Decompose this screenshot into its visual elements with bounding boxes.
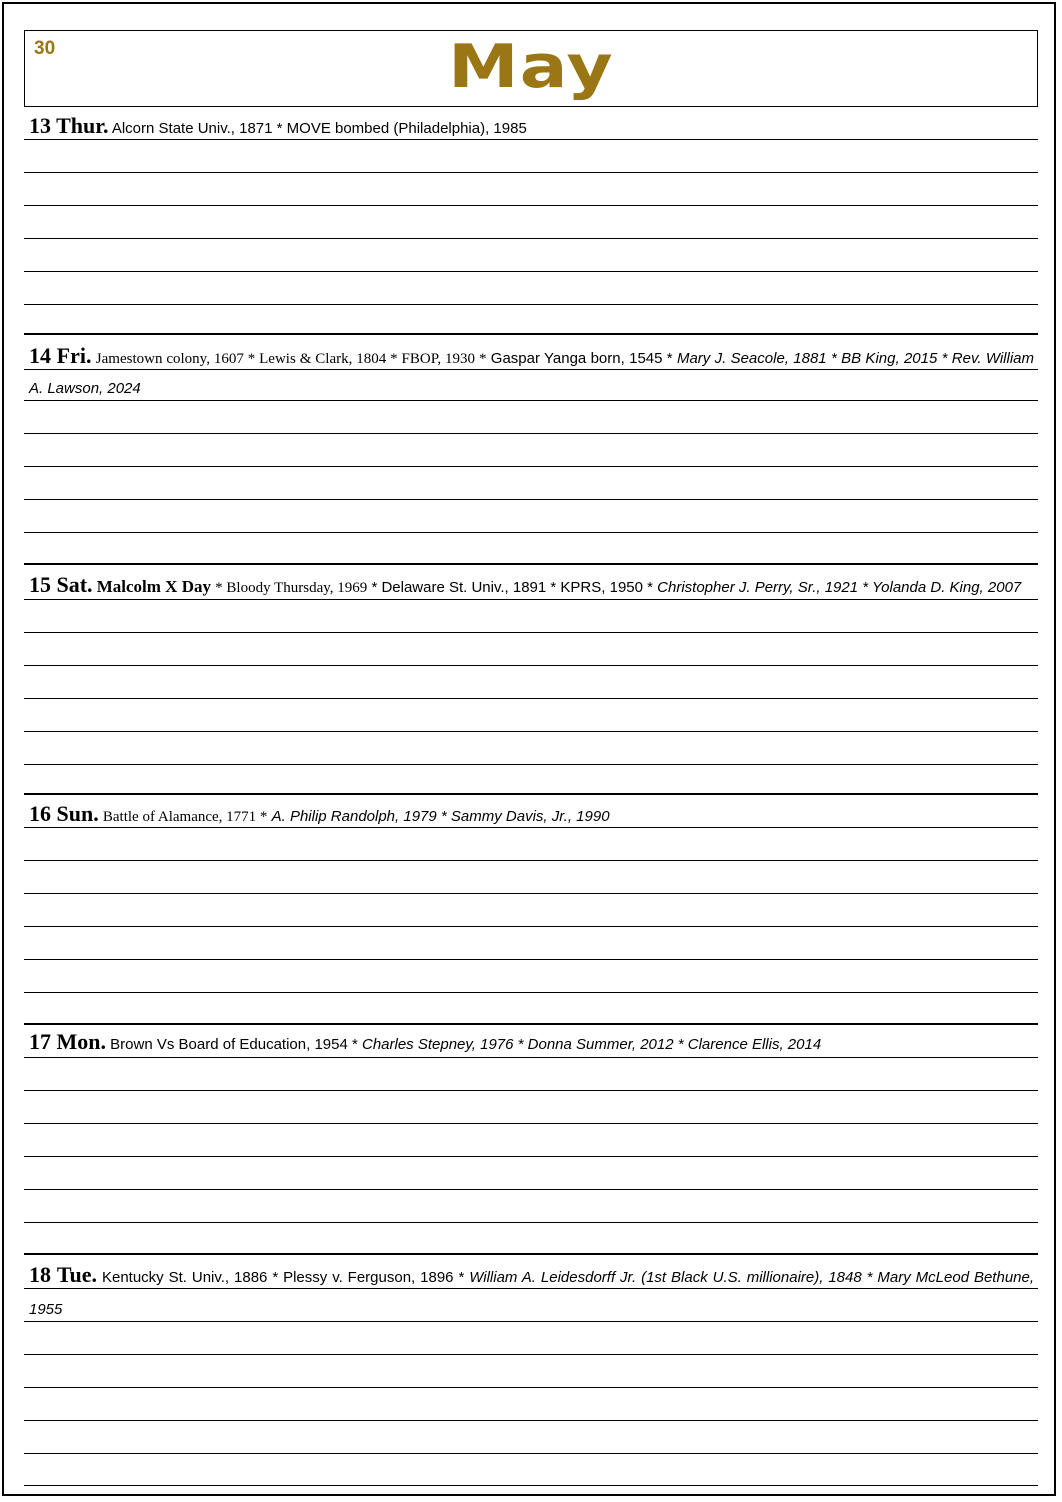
day-section-14 (24, 333, 1038, 565)
month-title: May (448, 32, 614, 102)
writing-line (24, 860, 1038, 861)
writing-line (24, 466, 1038, 467)
writing-line (24, 599, 1038, 600)
writing-line (24, 1057, 1038, 1058)
writing-line (24, 205, 1038, 206)
writing-line (24, 665, 1038, 666)
day-events: * Delaware St. Univ., 1891 * KPRS, 1950 * (371, 579, 653, 596)
day-events: Mary J. Seacole, 1881 * BB King, 2015 * Rev. William A. Lawson, 2024 (29, 350, 1035, 397)
day-events: William A. Leidesdorff Jr. (1st Black U.S. millionaire), 1848 * Mary McLeod Bethune, 1955 (29, 1269, 1035, 1318)
writing-line (24, 632, 1038, 633)
day-label: 18 Tue. (29, 1262, 98, 1287)
writing-line (24, 433, 1038, 434)
writing-line (24, 959, 1038, 960)
writing-line (24, 827, 1038, 828)
writing-line (24, 1321, 1038, 1322)
writing-line (24, 1123, 1038, 1124)
writing-line (24, 400, 1038, 401)
writing-line (24, 139, 1038, 140)
writing-line (24, 172, 1038, 173)
writing-line (24, 1485, 1038, 1486)
day-label: 14 Fri. (29, 343, 92, 368)
writing-line (24, 499, 1038, 500)
page-number: 30 (34, 38, 56, 59)
day-events: Kentucky St. Univ., 1886 * Plessy v. Ferguson, 1896 * (101, 1269, 465, 1286)
writing-line (24, 731, 1038, 732)
writing-line (24, 532, 1038, 533)
writing-line (24, 698, 1038, 699)
writing-line (24, 1288, 1038, 1289)
writing-line (24, 1453, 1038, 1454)
day-events: Brown Vs Board of Education, 1954 * (110, 1036, 358, 1053)
day-events: Charles Stepney, 1976 * Donna Summer, 2012 * Clarence Ellis, 2014 (362, 1036, 822, 1053)
writing-line (24, 764, 1038, 765)
day-events: A. Philip Randolph, 1979 * Sammy Davis, Jr., 1990 (271, 808, 610, 825)
writing-line (24, 926, 1038, 927)
planner-page (2, 2, 1056, 1496)
writing-line (24, 238, 1038, 239)
writing-line (24, 992, 1038, 993)
writing-line (24, 369, 1038, 370)
writing-line (24, 271, 1038, 272)
day-events: Jamestown colony, 1607 * Lewis & Clark, 1804 * FBOP, 1930 * (95, 351, 487, 367)
day-label: 16 Sun. (29, 801, 99, 826)
day-section-18 (24, 1253, 1038, 1490)
day-section-13 (24, 112, 1038, 334)
writing-line (24, 1387, 1038, 1388)
writing-line (24, 1222, 1038, 1223)
day-label: 13 Thur. (29, 113, 109, 138)
writing-line (24, 304, 1038, 305)
day-events: * Bloody Thursday, 1969 (215, 580, 368, 596)
writing-line (24, 1354, 1038, 1355)
day-events: Alcorn State Univ., 1871 * MOVE bombed (Philadelphia), 1985 (111, 120, 527, 137)
day-events: Gaspar Yanga born, 1545 * (490, 350, 673, 367)
day-section-17 (24, 1023, 1038, 1255)
day-events: Battle of Alamance, 1771 * (102, 809, 268, 825)
day-label: 15 Sat. (29, 572, 93, 597)
writing-line (24, 1420, 1038, 1421)
day-label: 17 Mon. (29, 1029, 106, 1054)
writing-line (24, 1090, 1038, 1091)
writing-line (24, 1189, 1038, 1190)
day-section-16 (24, 793, 1038, 1025)
day-events: Christopher J. Perry, Sr., 1921 * Yolanda D. King, 2007 (657, 579, 1022, 596)
writing-line (24, 1156, 1038, 1157)
day-section-15 (24, 563, 1038, 795)
day-highlight: Malcolm X Day (96, 577, 211, 596)
writing-line (24, 893, 1038, 894)
page-header (24, 30, 1038, 107)
